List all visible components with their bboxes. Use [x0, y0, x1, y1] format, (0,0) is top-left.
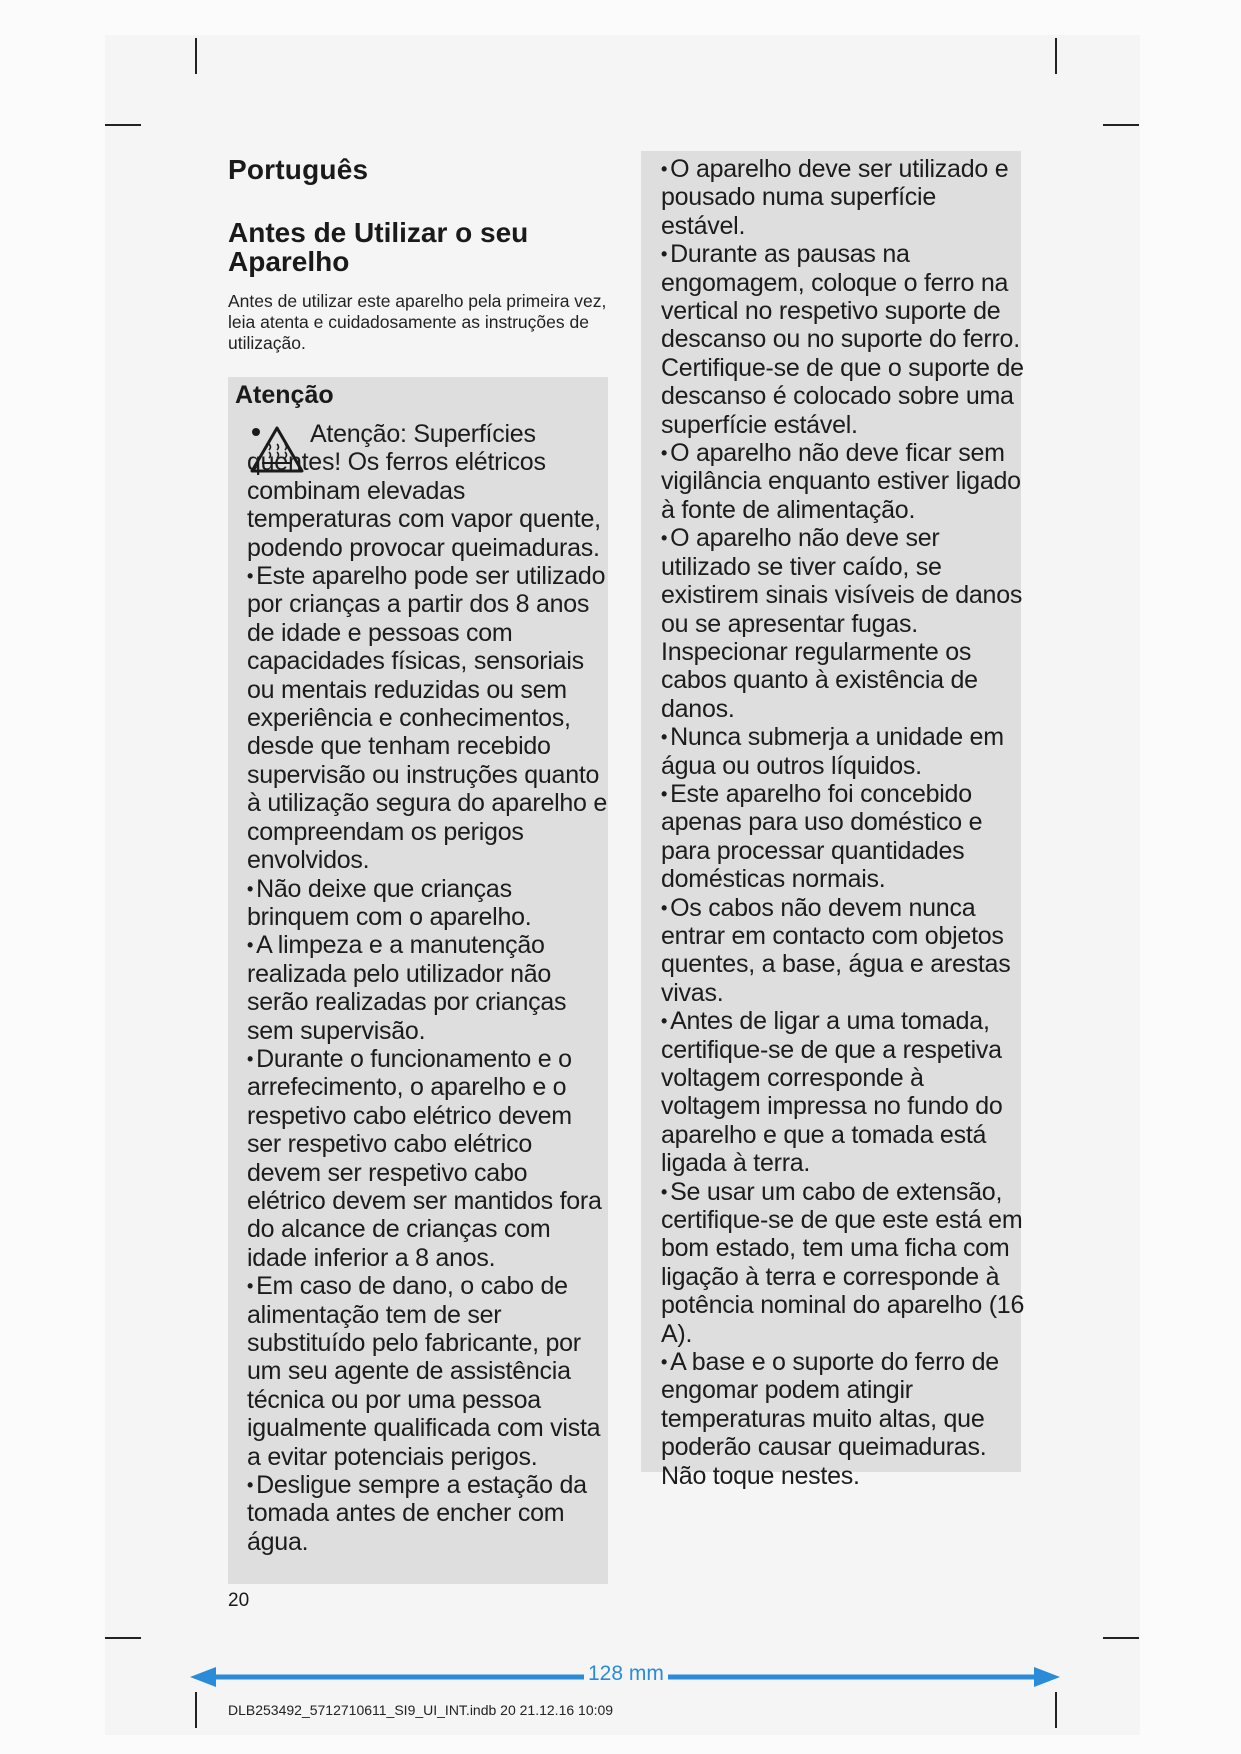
crop-mark: [1103, 1637, 1139, 1639]
warning-item: • Se usar um cabo de extensão, certifique-se de que este está em bom estado, tem uma ficha com ligação à terra e corresponde à potência nominal do aparelho (16 A).: [661, 1177, 1025, 1348]
warning-item: • Desligue sempre a estação da tomada antes de encher com água.: [247, 1471, 587, 1556]
measure-label: 128 mm: [584, 1662, 668, 1686]
warning-item: • Durante as pausas na engomagem, coloque o ferro na vertical no respetivo suporte de descanso ou no suporte do ferro. Certifique-se de que o suporte de descanso é colocado sobre uma superfície estável.: [661, 240, 1024, 439]
warning-item: • Não deixe que crianças brinquem com o aparelho.: [247, 874, 532, 931]
warning-list-right: [661, 155, 1026, 1490]
crop-mark: [195, 38, 197, 74]
section-title: Antes de Utilizar o seu Aparelho: [228, 217, 529, 277]
warning-item: • A base e o suporte do ferro de engomar podem atingir temperaturas muito altas, que poderão causar queimaduras. Não toque nestes.: [661, 1348, 999, 1490]
crop-mark: [1055, 38, 1057, 74]
warning-item: • Antes de ligar a uma tomada, certifique-se de que a respetiva voltagem corresponde à voltagem impressa no fundo do aparelho e que a tomada está ligada à terra.: [661, 1007, 1003, 1178]
warning-item: • Nunca submerja a unidade em água ou outros líquidos.: [661, 723, 1004, 780]
warning-item: • O aparelho não deve ser utilizado se tiver caído, se existirem sinais visíveis de danos ou se apresentar fugas. Inspecionar regularmente os cabos quanto à existência de danos.: [661, 524, 1023, 723]
crop-mark: [195, 1692, 197, 1728]
warning-item: • Este aparelho foi concebido apenas para uso doméstico e para processar quantidades domésticas normais.: [661, 779, 983, 894]
warning-heading: Atenção: [235, 381, 334, 409]
warning-item: • Durante o funcionamento e o arrefecimento, o aparelho e o respetivo cabo elétrico devem ser respetivo cabo elétrico devem ser respetivo cabo elétrico devem ser mantidos fora do alcance de crianças com idade inferior a 8 anos.: [247, 1044, 602, 1272]
warning-item: • Os cabos não devem nunca entrar em contacto com objetos quentes, a base, água e arestas vivas.: [661, 893, 1011, 1007]
warning-list-left: [247, 420, 612, 1556]
warning-item: • A limpeza e a manutenção realizada pelo utilizador não serão realizadas por crianças sem supervisão.: [247, 931, 567, 1045]
warning-item: • O aparelho deve ser utilizado e pousado numa superfície estável.: [661, 155, 1009, 240]
crop-mark: [1103, 124, 1139, 126]
crop-mark: [105, 1637, 141, 1639]
hot-surface-warning: Atenção: Superfícies quentes! Os ferros elétricos combinam elevadas temperaturas com vapor quente, podendo provocar queimaduras.: [247, 420, 601, 562]
crop-mark: [1055, 1692, 1057, 1728]
intro-paragraph: Antes de utilizar este aparelho pela primeira vez, leia atenta e cuidadosamente as instruções de utilização.: [228, 291, 607, 353]
page-number: 20: [228, 1590, 250, 1611]
warning-item: • O aparelho não deve ficar sem vigilância enquanto estiver ligado à fonte de alimentação.: [661, 439, 1021, 524]
warning-item: • Em caso de dano, o cabo de alimentação tem de ser substituído pelo fabricante, por um seu agente de assistência técnica ou por uma pessoa igualmente qualificada com vista a evitar potenciais perigos.: [247, 1272, 601, 1471]
language-title: Português: [228, 154, 369, 185]
warning-item: • Este aparelho pode ser utilizado por crianças a partir dos 8 anos de idade e pessoas com capacidades físicas, sensoriais ou mentais reduzidas ou sem experiência e conhecimentos, desde que tenham recebido supervisão ou instruções quanto à utilização segura do aparelho e compreendam os perigos envolvidos.: [247, 562, 608, 875]
hot-surface-icon: [247, 424, 305, 474]
crop-mark: [105, 124, 141, 126]
print-slug: DLB253492_5712710611_SI9_UI_INT.indb 20 21.12.16 10:09: [228, 1702, 614, 1718]
